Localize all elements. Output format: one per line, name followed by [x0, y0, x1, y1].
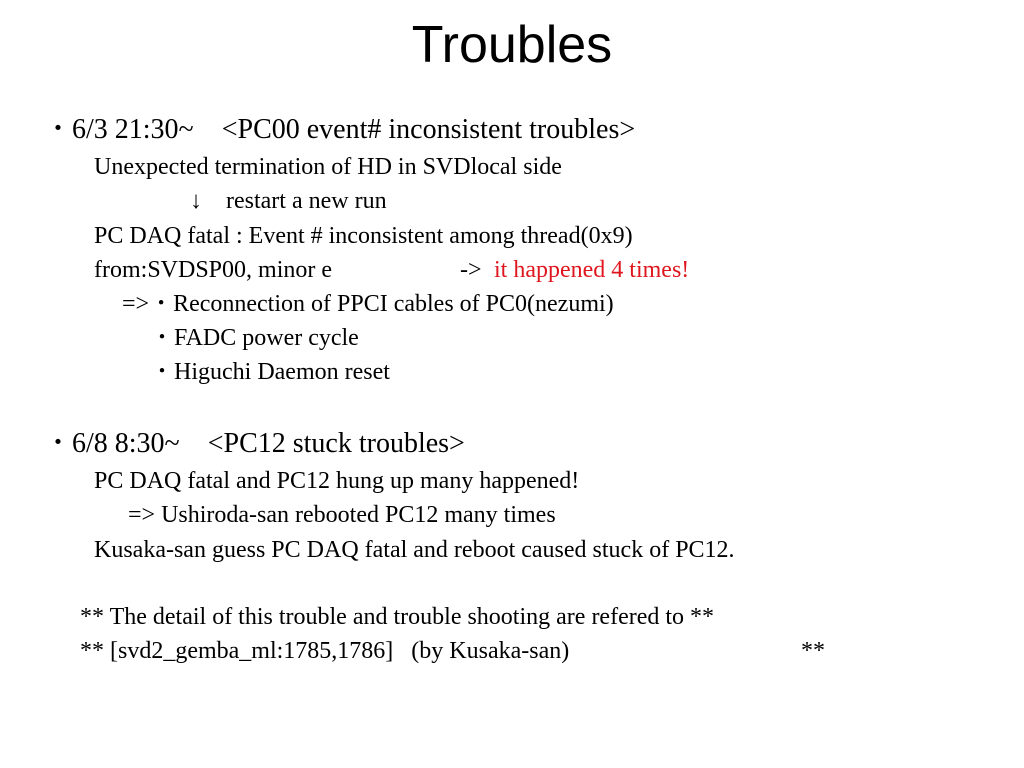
slide-title: Troubles [411, 16, 613, 74]
section-1-line-1: Unexpected termination of HD in SVDlocal side [94, 154, 562, 180]
section-1-restart: restart a new run [226, 188, 387, 214]
section-1-action-3: ・Higuchi Daemon reset [150, 359, 390, 385]
section-2-line-1: PC DAQ fatal and PC12 hung up many happened! [94, 468, 580, 494]
section-1-line-4-highlight: it happened 4 times! [494, 257, 690, 283]
section-1-line-4-arrow: -> [460, 257, 482, 283]
note-line-1: ** The detail of this trouble and trouble shooting are refered to ** [80, 604, 715, 630]
section-2-line-2: => Ushiroda-san rebooted PC12 many times [128, 502, 556, 528]
note-line-2-right: ** [801, 638, 825, 664]
section-1-action-2: ・FADC power cycle [150, 325, 359, 351]
section-1-action-1: =>・Reconnection of PPCI cables of PC0(nezumi) [122, 291, 614, 317]
note-line-2-left: ** [svd2_gemba_ml:1785,1786] (by Kusaka-san) [80, 638, 570, 664]
section-1-header: ・6/3 21:30~ <PC00 event# inconsistent troubles> [44, 114, 636, 145]
section-2-line-3: Kusaka-san guess PC DAQ fatal and reboot caused stuck of PC12. [94, 537, 735, 563]
section-1-line-4-prefix: from:SVDSP00, minor e [94, 257, 333, 283]
section-2-header: ・6/8 8:30~ <PC12 stuck troubles> [44, 428, 465, 459]
down-arrow-icon: ↓ [190, 188, 202, 214]
section-1-line-3: PC DAQ fatal : Event # inconsistent among thread(0x9) [94, 223, 633, 249]
